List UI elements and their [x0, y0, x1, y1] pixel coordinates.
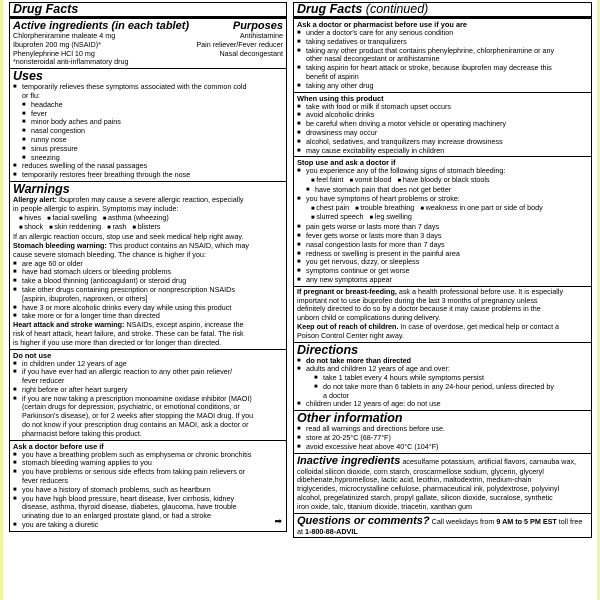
symptom-item: ■ nasal congestion [13, 127, 283, 136]
list-item: ■ store at 20-25°C (68-77°F) [297, 434, 588, 443]
questions-section [294, 514, 591, 538]
list-item: ■ you experience any of the following signs of stomach bleeding: [297, 167, 588, 176]
list-item-continued: or flu: [22, 90, 40, 100]
ingredient-name: Ibuprofen 200 mg (NSAID)* [13, 39, 101, 49]
other-information-section [294, 411, 591, 453]
list-item: ■ may cause excitability especially in children [297, 147, 588, 156]
bleeding-sign: ■ feel faint [311, 176, 343, 186]
symptom-item: ■ minor body aches and pains [13, 118, 283, 127]
pregnancy-line: unborn child or complications during delivery. [297, 313, 441, 323]
list-item: ■ taking aspirin for heart attack or stroke, because ibuprofen may decrease this [297, 64, 588, 73]
warnings-heading: Warnings [13, 181, 70, 196]
list-item: ■ take other drugs containing prescription or nonprescription NSAIDs [13, 286, 283, 295]
list-item: ■ reduces swelling of the nasal passages [13, 162, 283, 171]
inactive-ingredients-line: colloidal silicon dioxide, corn starch, croscarmellose sodium, glycerin, glyceryl [297, 466, 544, 476]
heart-stroke-line: risk of heart attack, heart failure, and stroke. These can be fatal. The risk [13, 328, 244, 338]
list-item-continued: benefit of aspirin [306, 71, 359, 81]
ingredient-name: Chlorpheniramine maleate 4 mg [13, 31, 116, 40]
allergy-symptom: ■ skin reddening [49, 223, 101, 233]
list-item-continued: Parkinson's disease), or for 2 weeks after stopping the MAOI drug. If you [22, 411, 254, 421]
do-not-use-section [10, 350, 286, 441]
ask-doctor-heading: Ask a doctor before use if [13, 441, 104, 451]
allergy-action: If an allergic reaction occurs, stop use and seek medical help right away. [13, 232, 244, 242]
continued-label: (continued) [365, 2, 429, 16]
questions-at: at [297, 526, 303, 536]
questions-hours: 9 AM to 5 PM EST [496, 516, 557, 526]
list-item: ■ you get nervous, dizzy, or sleepless [297, 258, 588, 267]
list-item: ■ take a blood thinning (anticoagulant) or steroid drug [13, 277, 283, 286]
continue-arrow-icon: ➡ [274, 515, 282, 526]
list-item: ■ are age 60 or older [13, 260, 283, 269]
do-not-use-heading: Do not use [13, 350, 52, 360]
list-item: ■ if you have ever had an allergic reaction to any other pain reliever/ [13, 368, 283, 377]
right-column [293, 2, 592, 540]
stop-use-section [294, 157, 591, 286]
list-item: ■ you have a history of stomach problems, such as heartburn [13, 486, 283, 495]
inactive-ingredients-line: alcohol, pregelatinized starch, propyl gallate, silicon dioxide, sucralose, synthetic [297, 493, 553, 503]
list-item-continued: fever reducers [22, 476, 68, 486]
bleeding-sign: ■ have bloody or black stools [398, 176, 490, 186]
inactive-ingredients-section [294, 454, 591, 514]
allergy-alert-label: Allergy alert: [13, 194, 57, 204]
allergy-symptom: ■ asthma (wheezing) [103, 214, 169, 224]
pregnancy-text: ask a health professional before use. It is especially [398, 286, 564, 296]
heart-sign: ■ trouble breathing [355, 204, 414, 214]
list-item: ■ be careful when driving a motor vehicle or operating machinery [297, 120, 588, 129]
list-item: ■ read all warnings and directions before use. [297, 425, 588, 434]
list-item: ■ you have symptoms of heart problems or stroke: [297, 195, 588, 204]
symptom-item: ■ fever [13, 110, 283, 119]
ask-doctor-pharmacist-section [294, 19, 591, 93]
list-item: ■ taking any other product that contains phenylephrine, chlorpheniramine or any [297, 47, 588, 56]
when-using-section [294, 93, 591, 158]
bleeding-sign: ■ have stomach pain that does not get better [297, 186, 588, 195]
symptom-item: ■ headache [13, 101, 283, 110]
heart-sign: ■ leg swelling [369, 213, 411, 223]
list-item: ■ you have high blood pressure, heart disease, liver cirrhosis, kidney [13, 495, 283, 504]
ingredient-purpose: Pain reliever/Fever reducer [196, 39, 283, 49]
list-item: ■ take with food or milk if stomach upset occurs [297, 103, 588, 112]
list-item: ■ drowsiness may occur [297, 129, 588, 138]
pregnancy-section [294, 287, 591, 343]
nsaid-footnote: *nonsteroidal anti-inflammatory drug [13, 57, 129, 67]
pregnancy-label: If pregnant or breast-feeding, [297, 286, 397, 296]
allergy-symptom: ■ shock [19, 223, 43, 233]
ask-doctor-pharmacist-heading: Ask a doctor or pharmacist before use if you are [297, 20, 468, 29]
phone-number[interactable]: 1-800-88-ADVIL [305, 526, 358, 536]
allergy-symptom: ■ hives [19, 214, 41, 224]
list-item: ■ right before or after heart surgery [13, 386, 283, 395]
allergy-symptom: ■ rash [107, 223, 126, 233]
list-item: ■ children under 12 years of age: do not use [297, 400, 588, 409]
list-item-continued: fever reducer [22, 376, 65, 386]
heart-sign: ■ weakness in one part or side of body [420, 204, 542, 214]
list-item: ■ you have a breathing problem such as emphysema or chronic bronchitis [13, 451, 283, 460]
list-item: ■ have 3 or more alcoholic drinks every day while using this product [13, 304, 283, 313]
stomach-bleeding-text: This product contains an NSAID, which may [108, 240, 249, 250]
inactive-ingredients-line: dibehenate,hypromellose, lactic acid, lecithin, maltodextrin, medium-chain [297, 475, 532, 485]
list-item: ■ taking any other drug [297, 82, 588, 91]
ingredient-purpose: Antihistamine [239, 31, 283, 40]
list-item: ■ adults and children 12 years of age and over: [297, 365, 588, 374]
symptom-item: ■ sneezing [13, 154, 283, 163]
drug-facts-continued-title [294, 3, 591, 19]
drug-facts-continued-panel [293, 2, 592, 538]
pregnancy-line: definitely directed to do so by a doctor because it may cause problems in the [297, 304, 541, 314]
list-item-continued: [aspirin, ibuprofen, naproxen, or others] [22, 293, 148, 303]
pregnancy-line: important not to use ibuprofen during the last 3 months of pregnancy unless [297, 295, 538, 305]
list-item-continued: disease, asthma, thyroid disease, diabetes, glaucoma, have trouble [22, 502, 237, 512]
active-ingredients-section [10, 19, 286, 69]
allergy-alert-line: in people allergic to aspirin. Symptoms may include: [13, 203, 179, 213]
drug-facts-title-text: Drug Facts [297, 2, 363, 16]
list-item: ■ avoid excessive heat above 40°C (104°F) [297, 443, 588, 452]
uses-section [10, 69, 286, 182]
list-item-continued: pharmacist before taking this product. [22, 428, 142, 438]
directions-heading: Directions [297, 342, 359, 357]
inactive-ingredients-text: acesulfame potassium, artificial flavors, carnauba wax, [402, 456, 577, 466]
active-ingredients-title: Active ingredients (in each tablet) [13, 20, 190, 32]
keep-out-label: Keep out of reach of children. [297, 321, 399, 331]
inactive-ingredients-line: triglycerides, microcrystalline cellulose, pharmaceutical ink, polydextrose, polyvinyl [297, 484, 560, 494]
list-item: ■ fever gets worse or lasts more than 3 days [297, 232, 588, 241]
list-item: ■ alcohol, sedatives, and tranquilizers may increase drowsiness [297, 138, 588, 147]
list-item: ■ you are taking a diuretic [13, 521, 283, 530]
keep-out-line: Poison Control Center right away. [297, 330, 404, 340]
inactive-ingredients-line: iron oxide, talc, titanium dioxide, triacetin, xanthan gum [297, 501, 472, 511]
list-item: ■ nasal congestion lasts for more than 7 days [297, 241, 588, 250]
purposes-label: Purposes [232, 20, 283, 32]
uses-heading: Uses [13, 69, 43, 84]
list-item: ■ stomach bleeding warning applies to you [13, 459, 283, 468]
keep-out-text: In case of overdose, get medical help or contact a [400, 321, 560, 331]
warnings-section [10, 182, 286, 350]
list-item-continued: do not know if your prescription drug contains an MAOI, ask a doctor or [22, 420, 249, 430]
list-item: ■ under a doctor's care for any serious condition [297, 29, 588, 38]
ingredient-purpose: Nasal decongestant [219, 48, 283, 58]
questions-text: Call weekdays from [431, 516, 495, 526]
stomach-bleeding-line: cause severe stomach bleeding. The chance is higher if you: [13, 249, 206, 259]
drug-facts-title: Drug Facts [10, 3, 286, 19]
questions-heading: Questions or comments? [297, 514, 430, 527]
list-item-continued: urinating due to an enlarged prostate gland, or had a stroke [22, 511, 212, 521]
left-column [9, 2, 287, 534]
heart-stroke-text: NSAIDs, except aspirin, increase the [126, 320, 244, 330]
list-item: ■ temporarily restores freer breathing through the nose [13, 171, 283, 180]
list-item: ■ any new symptoms appear [297, 276, 588, 285]
when-using-heading: When using this product [297, 93, 384, 103]
inactive-ingredients-heading: Inactive ingredients [297, 454, 401, 467]
list-item: ■ redness or swelling is present in the painful area [297, 250, 588, 259]
ingredient-name: Phenylephrine HCl 10 mg [13, 48, 95, 58]
inactive-ingredients-first-line [297, 455, 588, 468]
other-information-heading: Other information [297, 411, 403, 426]
list-item: ■ if you are now taking a prescription monoamine oxidase inhibitor (MAOI) [13, 395, 283, 404]
list-item: ■ in children under 12 years of age [13, 360, 283, 369]
allergy-symptom: ■ facial swelling [47, 214, 97, 224]
left-edge-strip [0, 0, 3, 600]
list-item: ■ symptoms continue or get worse [297, 267, 588, 276]
questions-phone-line [297, 528, 588, 537]
directions-section [294, 343, 591, 412]
list-item: ■ pain gets worse or lasts more than 7 days [297, 223, 588, 232]
direction-subitem: ■ take 1 tablet every 4 hours while symptoms persist [297, 374, 588, 383]
bleeding-sign: ■ vomit blood [349, 176, 391, 186]
list-item: ■ do not take more than directed [297, 357, 588, 366]
list-item-continued: a doctor [323, 390, 349, 400]
list-item: ■ taking sedatives or tranquilizers [297, 38, 588, 47]
list-item: ■ take more or for a longer time than directed [13, 312, 283, 321]
stop-use-heading: Stop use and ask a doctor if [297, 158, 396, 168]
ask-doctor-section [10, 441, 286, 531]
list-item-continued: (certain drugs for depression, psychiatric, or emotional conditions, or [22, 402, 240, 412]
direction-subitem: ■ do not take more than 6 tablets in any 24-hour period, unless directed by [297, 383, 588, 392]
list-item: ■ avoid alcoholic drinks [297, 111, 588, 120]
list-item: ■ you have problems or serious side effects from taking pain relievers or [13, 468, 283, 477]
allergy-alert-text: Ibuprofen may cause a severe allergic reaction, especially [58, 194, 244, 204]
allergy-symptom: ■ blisters [132, 223, 160, 233]
symptom-item: ■ runny nose [13, 136, 283, 145]
heart-sign: ■ chest pain [311, 204, 349, 214]
questions-tail: toll free [558, 516, 583, 526]
list-item: ■ temporarily relieves these symptoms associated with the common cold [13, 83, 283, 92]
heart-sign: ■ slurred speech [311, 213, 363, 223]
symptom-item: ■ sinus pressure [13, 145, 283, 154]
list-item: ■ have had stomach ulcers or bleeding problems [13, 268, 283, 277]
heart-stroke-label: Heart attack and stroke warning: [13, 320, 125, 330]
stomach-bleeding-label: Stomach bleeding warning: [13, 240, 107, 250]
heart-stroke-line: is higher if you use more than directed or for longer than directed. [13, 337, 222, 347]
list-item-continued: other nasal decongestant or antihistamine [306, 54, 440, 64]
drug-facts-panel [9, 2, 287, 532]
